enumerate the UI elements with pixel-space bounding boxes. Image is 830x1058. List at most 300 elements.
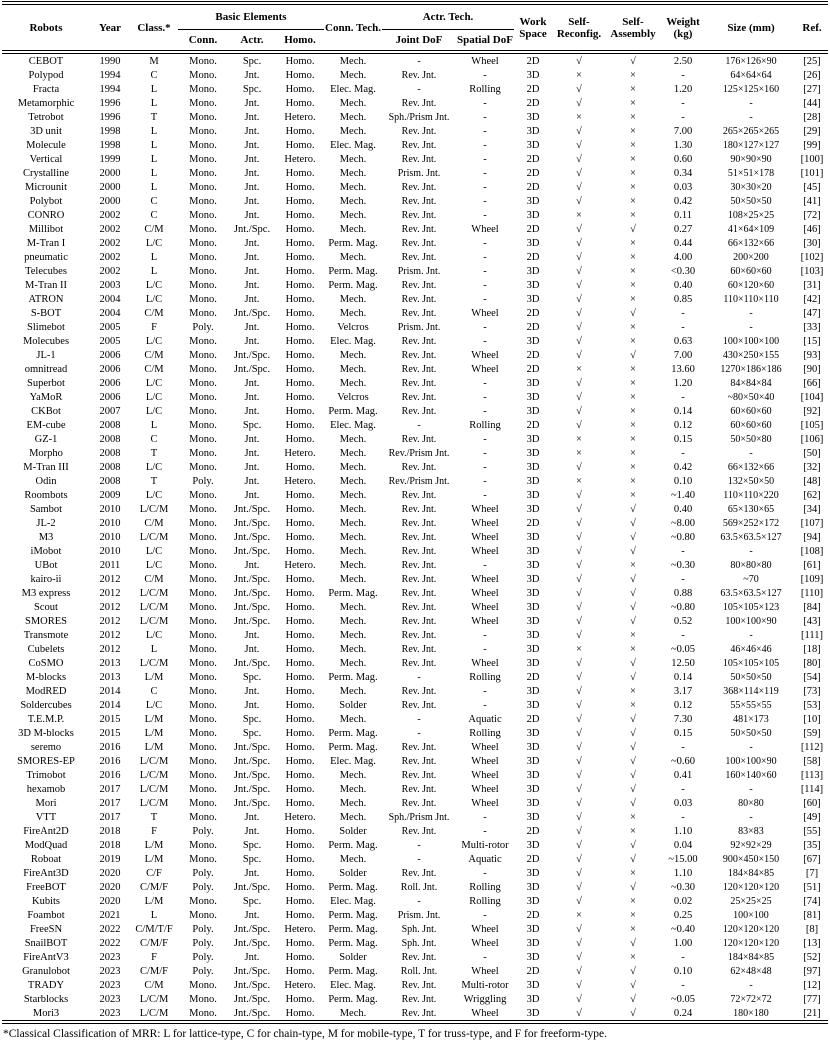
cell-work_space: 3D — [526, 209, 540, 221]
cell-actr: Jnt. — [244, 643, 260, 655]
cell-joint_dof: Rev. Jnt. — [401, 181, 437, 193]
cell-robot: Trimobot — [26, 769, 66, 781]
cell-spatial_dof: Wheel — [471, 769, 499, 781]
cell-homo: Homo. — [285, 307, 315, 319]
cell-spatial_dof: - — [483, 699, 487, 711]
cell-work_space: 2D — [526, 671, 540, 683]
table-row — [2, 964, 828, 978]
cell-year: 2012 — [99, 573, 121, 585]
cell-weight: 4.00 — [673, 251, 693, 263]
cell-conn_tech: Mech. — [339, 489, 367, 501]
cell-weight: 0.40 — [673, 503, 693, 515]
cell-joint_dof: - — [417, 727, 421, 739]
cell-conn_tech: Perm. Mag. — [328, 993, 378, 1005]
cell-spatial_dof: - — [483, 643, 487, 655]
cell-self_assembly: × — [630, 825, 636, 837]
cell-self_reconfig: × — [576, 643, 582, 655]
cell-actr: Jnt./Spc. — [233, 615, 271, 627]
cell-self_assembly: √ — [630, 503, 636, 515]
cell-actr: Jnt. — [244, 867, 260, 879]
cell-weight: 3.17 — [673, 685, 693, 697]
cell-year: 2013 — [99, 657, 121, 669]
cell-actr: Jnt./Spc. — [233, 1007, 271, 1019]
cell-self_reconfig: √ — [576, 713, 582, 725]
cell-ref: [67] — [803, 853, 821, 865]
cell-robot: pneumatic — [24, 251, 68, 263]
cell-weight: 0.63 — [673, 335, 693, 347]
cell-weight: 0.12 — [673, 419, 693, 431]
cell-size: 50×50×50 — [730, 671, 772, 683]
cell-year: 2012 — [99, 629, 121, 641]
cell-robot: Transmote — [23, 629, 69, 641]
table-header — [2, 3, 828, 52]
cell-class: L/C — [145, 237, 163, 249]
cell-homo: Homo. — [285, 279, 315, 291]
table-row — [2, 250, 828, 264]
cell-actr: Jnt. — [244, 279, 260, 291]
cell-self_reconfig: √ — [576, 951, 582, 963]
table-row — [2, 96, 828, 110]
cell-self_assembly: √ — [630, 979, 636, 991]
cell-joint_dof: Rev./Prism Jnt. — [388, 447, 450, 459]
cell-self_reconfig: √ — [576, 811, 582, 823]
table-row — [2, 810, 828, 824]
cell-weight: ~1.40 — [670, 489, 696, 501]
cell-joint_dof: - — [417, 839, 421, 851]
cell-size: 180×180 — [733, 1007, 769, 1019]
col-header-work-space: Work Space — [519, 15, 547, 40]
cell-spatial_dof: Rolling — [469, 83, 501, 95]
cell-work_space: 3D — [526, 923, 540, 935]
col-header-ref: Ref. — [802, 21, 822, 34]
cell-homo: Homo. — [285, 69, 315, 81]
cell-class: M — [149, 55, 159, 67]
cell-ref: [107] — [800, 517, 824, 529]
cell-self_assembly: × — [630, 69, 636, 81]
cell-robot: Morpho — [29, 447, 63, 459]
cell-joint_dof: Sph. Jnt. — [401, 937, 437, 949]
cell-joint_dof: Rev. Jnt. — [401, 951, 437, 963]
cell-work_space: 2D — [526, 965, 540, 977]
cell-spatial_dof: - — [483, 405, 487, 417]
cell-spatial_dof: Wheel — [471, 587, 499, 599]
table-row — [2, 502, 828, 516]
cell-work_space: 2D — [526, 713, 540, 725]
cell-homo: Homo. — [285, 391, 315, 403]
cell-self_assembly: √ — [630, 223, 636, 235]
cell-self_reconfig: √ — [576, 517, 582, 529]
cell-weight: 0.03 — [673, 181, 693, 193]
cell-actr: Jnt. — [244, 391, 260, 403]
cell-joint_dof: Rev. Jnt. — [401, 503, 437, 515]
cell-spatial_dof: - — [483, 433, 487, 445]
cell-year: 2008 — [99, 447, 121, 459]
cell-class: C/M/F — [139, 937, 168, 949]
cell-year: 1996 — [99, 97, 121, 109]
cell-ref: [102] — [800, 251, 824, 263]
cell-conn: Mono. — [189, 769, 217, 781]
cell-ref: [59] — [803, 727, 821, 739]
cell-homo: Homo. — [285, 363, 315, 375]
cell-self_assembly: √ — [630, 1007, 636, 1019]
cell-conn: Mono. — [189, 783, 217, 795]
table-footnote: *Classical Classification of MRR: L for lattice-type, C for chain-type, M for mobile-type, T for truss-type, and F for freeform-type. — [3, 1028, 608, 1040]
page — [0, 1, 830, 1058]
cell-conn_tech: Mech. — [339, 447, 367, 459]
col-header-weight: Weight (kg) — [666, 15, 700, 40]
cell-spatial_dof: Wheel — [471, 601, 499, 613]
cell-robot: VTT — [35, 811, 57, 823]
cell-year: 2017 — [99, 797, 121, 809]
cell-work_space: 2D — [526, 825, 540, 837]
cell-homo: Homo. — [285, 517, 315, 529]
cell-actr: Jnt./Spc. — [233, 657, 271, 669]
cell-weight: 1.20 — [673, 377, 693, 389]
cell-weight: - — [681, 741, 685, 753]
cell-self_reconfig: × — [576, 447, 582, 459]
cell-ref: [46] — [803, 223, 821, 235]
cell-conn: Mono. — [189, 979, 217, 991]
cell-homo: Homo. — [285, 195, 315, 207]
cell-self_reconfig: √ — [576, 559, 582, 571]
cell-weight: 1.30 — [673, 139, 693, 151]
cell-spatial_dof: - — [483, 811, 487, 823]
cell-homo: Homo. — [285, 237, 315, 249]
cell-homo: Homo. — [285, 629, 315, 641]
cell-year: 2002 — [99, 265, 121, 277]
cell-self_reconfig: √ — [576, 321, 582, 333]
cell-size: 108×25×25 — [727, 209, 775, 221]
cell-spatial_dof: Wheel — [471, 923, 499, 935]
cell-ref: [97] — [803, 965, 821, 977]
table-row — [2, 628, 828, 642]
cell-work_space: 3D — [526, 685, 540, 697]
cell-weight: ~0.60 — [670, 755, 696, 767]
cell-conn_tech: Mech. — [339, 559, 367, 571]
cell-class: L/M — [144, 727, 164, 739]
cell-homo: Homo. — [285, 335, 315, 347]
cell-work_space: 3D — [526, 1007, 540, 1019]
cell-spatial_dof: Wheel — [471, 1007, 499, 1019]
cell-work_space: 3D — [526, 727, 540, 739]
cell-actr: Jnt. — [244, 909, 260, 921]
cell-conn: Poly. — [192, 965, 214, 977]
cell-joint_dof: Rev. Jnt. — [401, 377, 437, 389]
cell-ref: [92] — [803, 405, 821, 417]
cell-homo: Homo. — [285, 433, 315, 445]
cell-actr: Spc. — [242, 83, 262, 95]
cell-self_assembly: × — [630, 363, 636, 375]
cell-conn_tech: Solder — [339, 699, 367, 711]
cell-conn: Mono. — [189, 559, 217, 571]
cell-conn_tech: Mech. — [339, 1007, 367, 1019]
cell-class: L — [150, 265, 158, 277]
cell-class: F — [151, 321, 157, 333]
cell-homo: Homo. — [285, 755, 315, 767]
cell-actr: Jnt. — [244, 447, 260, 459]
cell-robot: Polypod — [28, 69, 64, 81]
cell-conn: Mono. — [189, 433, 217, 445]
cell-conn_tech: Perm. Mag. — [328, 909, 378, 921]
cell-class: L/C — [145, 489, 163, 501]
cell-ref: [48] — [803, 475, 821, 487]
cell-class: C — [150, 685, 158, 697]
cell-work_space: 3D — [526, 531, 540, 543]
cell-ref: [18] — [803, 643, 821, 655]
cell-joint_dof: Rev. Jnt. — [401, 657, 437, 669]
cell-self_reconfig: √ — [576, 573, 582, 585]
cell-robot: Tetrobot — [28, 111, 64, 123]
cell-robot: SnailBOT — [24, 937, 68, 949]
cell-weight: 0.60 — [673, 153, 693, 165]
cell-self_assembly: × — [630, 811, 636, 823]
cell-year: 2018 — [99, 825, 121, 837]
cell-conn_tech: Velcros — [337, 321, 369, 333]
cell-homo: Homo. — [285, 97, 315, 109]
cell-class: L/C — [145, 461, 163, 473]
cell-conn: Poly. — [192, 475, 214, 487]
cell-conn_tech: Mech. — [339, 713, 367, 725]
cell-actr: Jnt. — [244, 629, 260, 641]
cell-actr: Jnt./Spc. — [233, 517, 271, 529]
cell-class: L/M — [144, 895, 164, 907]
cell-conn_tech: Mech. — [339, 545, 367, 557]
cell-joint_dof: Rev. Jnt. — [401, 405, 437, 417]
cell-conn: Mono. — [189, 909, 217, 921]
cell-size: 63.5×63.5×127 — [720, 587, 782, 599]
cell-self_assembly: × — [630, 181, 636, 193]
cell-homo: Homo. — [285, 293, 315, 305]
cell-conn_tech: Mech. — [339, 167, 367, 179]
cell-self_assembly: √ — [630, 965, 636, 977]
cell-conn: Poly. — [192, 321, 214, 333]
cell-work_space: 3D — [526, 895, 540, 907]
cell-size: 120×120×120 — [722, 937, 780, 949]
table-row — [2, 236, 828, 250]
cell-size: 65×130×65 — [727, 503, 775, 515]
cell-work_space: 3D — [526, 545, 540, 557]
cell-self_reconfig: √ — [576, 307, 582, 319]
cell-joint_dof: Rev. Jnt. — [401, 825, 437, 837]
cell-robot: T.E.M.P. — [27, 713, 65, 725]
cell-self_assembly: × — [630, 895, 636, 907]
cell-weight: 0.03 — [673, 797, 693, 809]
cell-robot: Microunit — [25, 181, 67, 193]
cell-self_assembly: √ — [630, 797, 636, 809]
cell-conn: Mono. — [189, 657, 217, 669]
cell-joint_dof: - — [417, 713, 421, 725]
cell-year: 2002 — [99, 251, 121, 263]
cell-ref: [81] — [803, 909, 821, 921]
cell-self_reconfig: √ — [576, 657, 582, 669]
table-row — [2, 138, 828, 152]
cell-spatial_dof: Wheel — [471, 657, 499, 669]
cell-work_space: 3D — [526, 573, 540, 585]
cell-homo: Homo. — [285, 265, 315, 277]
cell-size: 60×60×60 — [730, 419, 772, 431]
cell-joint_dof: Prism. Jnt. — [397, 167, 441, 179]
cell-self_reconfig: √ — [576, 461, 582, 473]
cell-homo: Homo. — [285, 601, 315, 613]
cell-actr: Jnt./Spc. — [233, 573, 271, 585]
cell-robot: SMORES — [24, 615, 67, 627]
cell-work_space: 3D — [526, 503, 540, 515]
cell-work_space: 3D — [526, 125, 540, 137]
cell-self_assembly: × — [630, 419, 636, 431]
cell-joint_dof: Rev. Jnt. — [401, 993, 437, 1005]
cell-actr: Jnt. — [244, 951, 260, 963]
cell-homo: Homo. — [285, 377, 315, 389]
cell-conn: Mono. — [189, 69, 217, 81]
cell-robot: S-BOT — [30, 307, 62, 319]
cell-conn: Mono. — [189, 895, 217, 907]
cell-robot: M-Tran II — [25, 279, 67, 291]
cell-ref: [43] — [803, 615, 821, 627]
cell-weight: - — [681, 629, 685, 641]
cell-weight: 0.14 — [673, 405, 693, 417]
table-row — [2, 950, 828, 964]
cell-class: L/C — [145, 391, 163, 403]
cell-work_space: 2D — [526, 153, 540, 165]
cell-conn: Mono. — [189, 615, 217, 627]
cell-actr: Jnt./Spc. — [233, 545, 271, 557]
cell-ref: [10] — [803, 713, 821, 725]
cell-work_space: 3D — [526, 629, 540, 641]
cell-homo: Homo. — [285, 545, 315, 557]
cell-self_assembly: √ — [630, 937, 636, 949]
cell-work_space: 2D — [526, 307, 540, 319]
cell-size: ~70 — [743, 573, 759, 585]
cell-work_space: 3D — [526, 643, 540, 655]
cell-robot: JL-2 — [36, 517, 56, 529]
cell-weight: ~0.80 — [670, 601, 696, 613]
cell-self_reconfig: √ — [576, 237, 582, 249]
cell-year: 2015 — [99, 713, 121, 725]
cell-self_assembly: × — [630, 951, 636, 963]
cell-spatial_dof: - — [483, 139, 487, 151]
col-group-basic-elements: Basic Elements — [178, 3, 324, 30]
cell-joint_dof: Sph./Prism Jnt. — [388, 111, 450, 123]
cell-conn: Poly. — [192, 951, 214, 963]
cell-conn_tech: Mech. — [339, 307, 367, 319]
cell-robot: YaMoR — [29, 391, 63, 403]
cell-ref: [94] — [803, 531, 821, 543]
cell-spatial_dof: Wheel — [471, 517, 499, 529]
cell-size: 184×84×85 — [727, 951, 775, 963]
cell-conn_tech: Perm. Mag. — [328, 965, 378, 977]
cell-conn_tech: Mech. — [339, 853, 367, 865]
table-row — [2, 460, 828, 474]
table-row — [2, 488, 828, 502]
cell-year: 2004 — [99, 293, 121, 305]
cell-conn: Mono. — [189, 727, 217, 739]
cell-actr: Jnt./Spc. — [233, 349, 271, 361]
cell-conn_tech: Mech. — [339, 195, 367, 207]
cell-conn: Mono. — [189, 755, 217, 767]
cell-joint_dof: Rev. Jnt. — [401, 573, 437, 585]
cell-conn_tech: Perm. Mag. — [328, 237, 378, 249]
cell-self_assembly: × — [630, 489, 636, 501]
cell-spatial_dof: - — [483, 209, 487, 221]
cell-conn: Mono. — [189, 447, 217, 459]
table-row — [2, 152, 828, 166]
cell-self_reconfig: √ — [576, 615, 582, 627]
cell-weight: 1.10 — [673, 825, 693, 837]
table-row — [2, 404, 828, 418]
cell-conn: Mono. — [189, 153, 217, 165]
cell-joint_dof: Rev. Jnt. — [401, 685, 437, 697]
cell-self_reconfig: √ — [576, 797, 582, 809]
cell-conn: Mono. — [189, 741, 217, 753]
cell-robot: Odin — [35, 475, 57, 487]
cell-actr: Spc. — [242, 713, 262, 725]
cell-robot: kairo-ii — [30, 573, 62, 585]
cell-year: 2016 — [99, 755, 121, 767]
cell-self_reconfig: √ — [576, 251, 582, 263]
col-header-size: Size (mm) — [727, 21, 775, 34]
cell-self_assembly: √ — [630, 671, 636, 683]
cell-spatial_dof: Wheel — [471, 783, 499, 795]
cell-year: 2022 — [99, 937, 121, 949]
cell-conn: Mono. — [189, 573, 217, 585]
cell-self_reconfig: √ — [576, 223, 582, 235]
cell-actr: Jnt./Spc. — [233, 755, 271, 767]
cell-class: F — [151, 825, 157, 837]
cell-work_space: 3D — [526, 979, 540, 991]
table-row — [2, 544, 828, 558]
cell-class: L — [150, 125, 158, 137]
cell-robot: Sambot — [29, 503, 63, 515]
cell-size: - — [749, 321, 753, 333]
cell-conn: Poly. — [192, 881, 214, 893]
cell-actr: Jnt./Spc. — [233, 601, 271, 613]
cell-weight: 0.44 — [673, 237, 693, 249]
cell-actr: Jnt. — [244, 699, 260, 711]
cell-size: 265×265×265 — [722, 125, 780, 137]
cell-ref: [106] — [800, 433, 824, 445]
cell-robot: Scout — [34, 601, 58, 613]
cell-class: L/C/M — [139, 503, 169, 515]
cell-class: L/C — [145, 293, 163, 305]
cell-actr: Jnt./Spc. — [233, 741, 271, 753]
cell-class: L/C/M — [139, 657, 169, 669]
cell-conn: Mono. — [189, 209, 217, 221]
cell-spatial_dof: - — [483, 279, 487, 291]
cell-conn_tech: Mech. — [339, 433, 367, 445]
cell-self_assembly: × — [630, 321, 636, 333]
table-row — [2, 922, 828, 936]
cell-ref: [45] — [803, 181, 821, 193]
cell-year: 2020 — [99, 867, 121, 879]
cell-joint_dof: Roll. Jnt. — [400, 881, 438, 893]
cell-work_space: 2D — [526, 517, 540, 529]
table-row — [2, 558, 828, 572]
cell-joint_dof: Rev. Jnt. — [401, 741, 437, 753]
cell-work_space: 3D — [526, 447, 540, 459]
cell-homo: Homo. — [285, 671, 315, 683]
cell-self_reconfig: √ — [576, 993, 582, 1005]
col-header-year: Year — [99, 21, 121, 34]
table-row — [2, 194, 828, 208]
cell-robot: Foambot — [27, 909, 65, 921]
cell-self_reconfig: × — [576, 111, 582, 123]
cell-spatial_dof: Wheel — [471, 573, 499, 585]
cell-size: - — [749, 811, 753, 823]
cell-homo: Homo. — [285, 405, 315, 417]
cell-homo: Homo. — [285, 181, 315, 193]
cell-work_space: 3D — [526, 377, 540, 389]
cell-work_space: 3D — [526, 237, 540, 249]
